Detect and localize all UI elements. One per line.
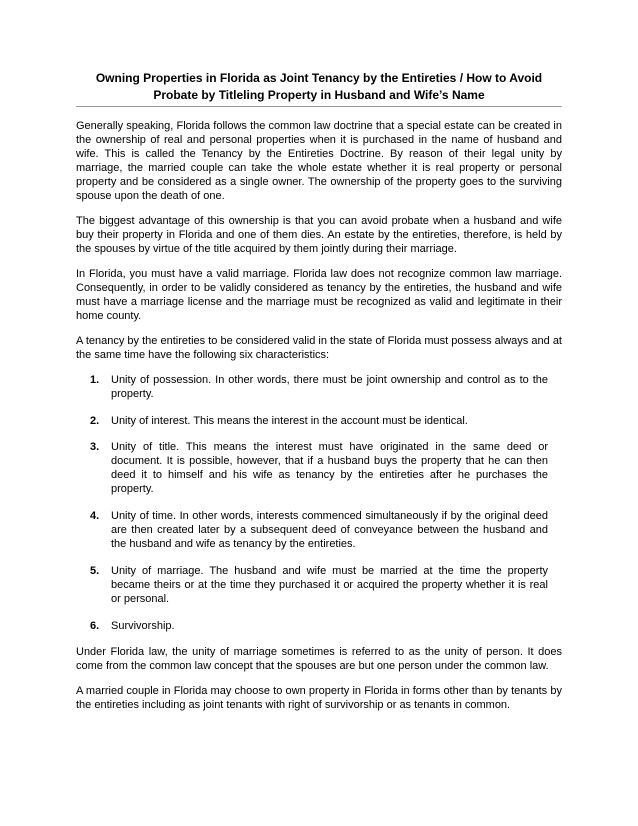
document-title: Owning Properties in Florida as Joint Tenancy by the Entireties / How to Avoid Probate by Titleling Property in Husband and Wife’s Name [76,70,562,107]
list-item [76,373,562,401]
list-item [76,619,562,633]
list-item-text: Unity of marriage. The husband and wife must be married at the time the property became theirs or at the time they purchased it or acquired the property whether it is real or personal. [111,565,548,605]
list-item-number: 3. [90,441,100,453]
paragraph-advantage: The biggest advantage of this ownership is that you can avoid probate when a husband and wife buy their property in Florida and one of them dies. An estate by the entireties, therefore, is held by the spouses by virtue of the title acquired by them jointly during their marriage. [76,215,562,255]
document-page [76,70,562,712]
list-item-text: Unity of time. In other words, interests commenced simultaneously if by the original deed are then created later by a subsequent deed of conveyance between the husband and the husband and wife as tenancy by the entireties. [111,510,548,550]
list-item-number: 6. [90,620,100,632]
list-item-number: 4. [90,510,100,522]
list-item [76,564,562,606]
list-item-text: Unity of title. This means the interest must have originated in the same deed or document. It is possible, however, that if a husband buys the property that he can then deed it to himself and his wife as tenancy by the entireties after he purchases the property. [111,441,548,495]
list-item-text: Unity of possession. In other words, there must be joint ownership and control as to the property. [111,374,548,400]
characteristics-list [76,373,562,633]
paragraph-other-forms: A married couple in Florida may choose to own property in Florida in forms other than by tenants by the entireties including as joint tenants with right of survivorship or as tenants in common. [76,685,562,711]
paragraph-intro: Generally speaking, Florida follows the common law doctrine that a special estate can be created in the ownership of real and personal properties when it is purchased in the name of husband and wife. This is called the Tenancy by the Entireties Doctrine. By reason of their legal unity by marriage, the married couple can take the whole estate whether it is real property or personal property and be considered as a single owner. The ownership of the property goes to the surviving spouse upon the death of one. [76,120,562,202]
list-item [76,440,562,496]
list-item-number: 5. [90,565,100,577]
list-item-text: Survivorship. [111,620,175,632]
list-item [76,414,562,428]
list-item-text: Unity of interest. This means the interest in the account must be identical. [111,415,468,427]
paragraph-characteristics-intro: A tenancy by the entireties to be considered valid in the state of Florida must possess always and at the same time have the following six characteristics: [76,335,562,361]
list-item [76,509,562,551]
paragraph-valid-marriage: In Florida, you must have a valid marriage. Florida law does not recognize common law marriage. Consequently, in order to be validly considered as tenancy by the entireties, the husband and wife must have a marriage license and the marriage must be recognized as valid and legitimate in their home county. [76,268,562,322]
paragraph-unity-of-person: Under Florida law, the unity of marriage sometimes is referred to as the unity of person. It does come from the common law concept that the spouses are but one person under the common law. [76,646,562,672]
list-item-number: 2. [90,415,100,427]
list-item-number: 1. [90,374,100,386]
